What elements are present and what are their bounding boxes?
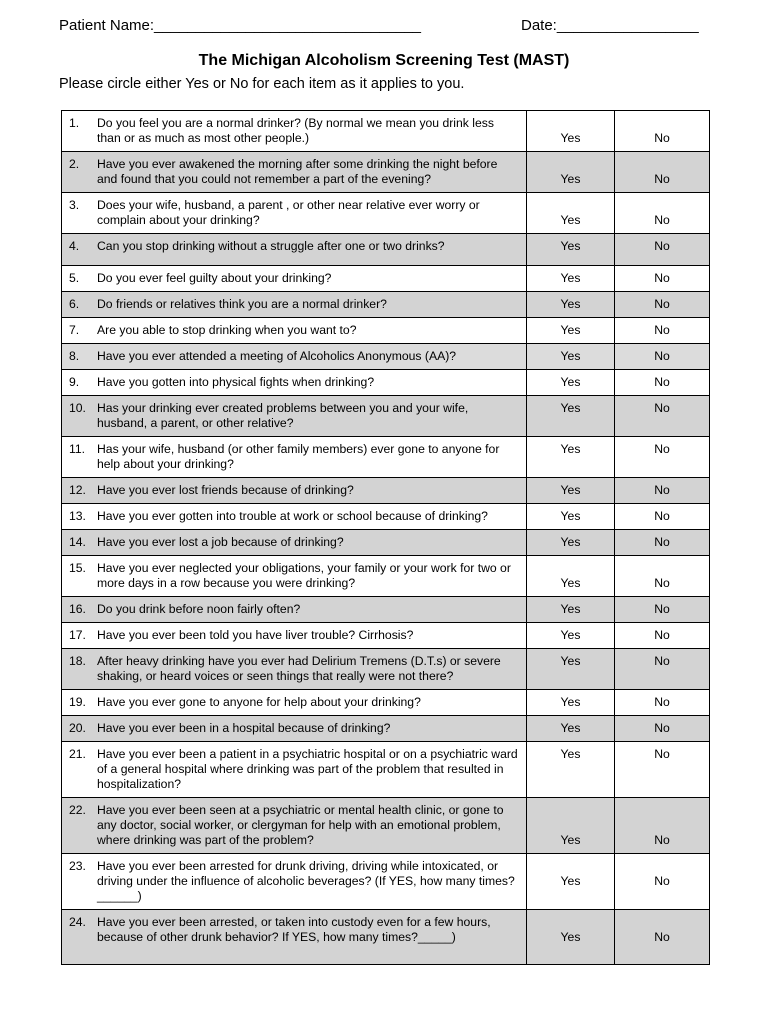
question-cell — [62, 530, 527, 556]
question-row — [62, 111, 710, 152]
no-option[interactable]: No — [654, 695, 670, 709]
question-text: Have you ever lost friends because of drinking? — [97, 483, 354, 497]
no-option[interactable]: No — [654, 833, 670, 847]
question-number: 12. — [69, 483, 86, 497]
question-text: Do friends or relatives think you are a normal drinker? — [97, 297, 387, 311]
question-text: Have you ever been seen at a psychiatric or mental health clinic, or gone to any doctor, social worker, or clergyman for help with an emotional problem, where drinking was part of the problem? — [97, 803, 504, 847]
question-text: Do you ever feel guilty about your drinking? — [97, 271, 332, 285]
question-row — [62, 690, 710, 716]
question-cell — [62, 742, 527, 798]
question-cell — [62, 292, 527, 318]
yes-option[interactable]: Yes — [560, 747, 581, 761]
no-option[interactable]: No — [654, 576, 670, 590]
question-cell — [62, 193, 527, 234]
mast-question-table — [61, 110, 710, 965]
no-option[interactable]: No — [654, 213, 670, 227]
no-option[interactable]: No — [654, 602, 670, 616]
question-text: Have you ever been a patient in a psychiatric hospital or on a psychiatric ward of a general hospital where drinking was part of the problem that resulted in hospitalization? — [97, 747, 518, 791]
yes-option-cell — [527, 437, 615, 478]
question-row — [62, 292, 710, 318]
no-option[interactable]: No — [654, 721, 670, 735]
yes-option[interactable]: Yes — [560, 375, 581, 389]
question-number: 7. — [69, 323, 80, 337]
question-text: Have you ever neglected your obligations, your family or your work for two or more days in a row because you were drinking? — [97, 561, 511, 590]
no-option-cell — [615, 742, 710, 798]
question-number: 23. — [69, 859, 86, 873]
no-option-cell — [615, 854, 710, 910]
instructions-text: Please circle either Yes or No for each item as it applies to you. — [59, 76, 465, 92]
yes-option-cell — [527, 504, 615, 530]
question-number: 11. — [69, 442, 86, 456]
yes-option[interactable]: Yes — [560, 271, 581, 285]
no-option[interactable]: No — [654, 442, 670, 456]
yes-option[interactable]: Yes — [560, 323, 581, 337]
no-option-cell — [615, 597, 710, 623]
question-cell — [62, 623, 527, 649]
yes-option[interactable]: Yes — [560, 401, 581, 415]
question-cell — [62, 437, 527, 478]
no-option[interactable]: No — [654, 297, 670, 311]
yes-option[interactable]: Yes — [560, 833, 581, 847]
question-number: 1. — [69, 116, 80, 130]
yes-option[interactable]: Yes — [560, 654, 581, 668]
question-row — [62, 152, 710, 193]
yes-option-cell — [527, 910, 615, 965]
question-row — [62, 530, 710, 556]
question-text: Have you gotten into physical fights when drinking? — [97, 375, 375, 389]
yes-option-cell — [527, 344, 615, 370]
no-option[interactable]: No — [654, 131, 670, 145]
question-row — [62, 504, 710, 530]
question-row — [62, 193, 710, 234]
question-row — [62, 437, 710, 478]
yes-option-cell — [527, 292, 615, 318]
no-option-cell — [615, 623, 710, 649]
no-option-cell — [615, 344, 710, 370]
question-text: Has your wife, husband (or other family members) ever gone to anyone for help about your drinking? — [97, 442, 500, 471]
no-option-cell — [615, 152, 710, 193]
yes-option[interactable]: Yes — [560, 721, 581, 735]
page-title: The Michigan Alcoholism Screening Test (MAST) — [198, 52, 570, 69]
yes-option[interactable]: Yes — [560, 239, 581, 253]
no-option[interactable]: No — [654, 375, 670, 389]
yes-option-cell — [527, 556, 615, 597]
yes-option-cell — [527, 798, 615, 854]
question-cell — [62, 597, 527, 623]
question-number: 4. — [69, 239, 80, 253]
no-option[interactable]: No — [654, 239, 670, 253]
question-text: Have you ever been arrested for drunk driving, driving while intoxicated, or driving under the influence of alcoholic beverages? (If YES, how many times? ______) — [97, 859, 515, 903]
no-option[interactable]: No — [654, 271, 670, 285]
yes-option-cell — [527, 478, 615, 504]
no-option-cell — [615, 690, 710, 716]
question-number: 17. — [69, 628, 86, 642]
yes-option[interactable]: Yes — [560, 213, 581, 227]
yes-option-cell — [527, 234, 615, 266]
question-cell — [62, 234, 527, 266]
question-row — [62, 344, 710, 370]
no-option-cell — [615, 370, 710, 396]
question-number: 13. — [69, 509, 86, 523]
yes-option[interactable]: Yes — [560, 131, 581, 145]
yes-option-cell — [527, 530, 615, 556]
yes-option-cell — [527, 396, 615, 437]
no-option-cell — [615, 437, 710, 478]
yes-option-cell — [527, 649, 615, 690]
yes-option[interactable]: Yes — [560, 929, 581, 944]
question-cell — [62, 504, 527, 530]
question-cell — [62, 370, 527, 396]
question-number: 5. — [69, 271, 80, 285]
question-number: 19. — [69, 695, 86, 709]
question-row — [62, 556, 710, 597]
yes-option-cell — [527, 690, 615, 716]
question-cell — [62, 556, 527, 597]
no-option[interactable]: No — [654, 349, 670, 363]
no-option-cell — [615, 649, 710, 690]
yes-option-cell — [527, 597, 615, 623]
question-row — [62, 234, 710, 266]
question-cell — [62, 344, 527, 370]
yes-option-cell — [527, 111, 615, 152]
no-option-cell — [615, 111, 710, 152]
question-text: Do you feel you are a normal drinker? (By normal we mean you drink less than or as much as most other people.) — [97, 116, 494, 145]
no-option[interactable]: No — [654, 323, 670, 337]
yes-option[interactable]: Yes — [560, 535, 581, 549]
question-cell — [62, 649, 527, 690]
no-option[interactable]: No — [654, 874, 670, 888]
no-option-cell — [615, 292, 710, 318]
question-row — [62, 318, 710, 344]
no-option[interactable]: No — [654, 535, 670, 549]
no-option-cell — [615, 266, 710, 292]
no-option-cell — [615, 478, 710, 504]
question-number: 3. — [69, 198, 80, 212]
yes-option-cell — [527, 742, 615, 798]
question-row — [62, 623, 710, 649]
question-text: Have you ever been arrested, or taken into custody even for a few hours, because of other drunk behavior? If YES, how many times?_____) — [97, 915, 491, 944]
question-text: After heavy drinking have you ever had Delirium Tremens (D.T.s) or severe shaking, or heard voices or seen things that really were not there? — [97, 654, 501, 683]
no-option[interactable]: No — [654, 654, 670, 668]
question-cell — [62, 854, 527, 910]
yes-option[interactable]: Yes — [560, 172, 581, 186]
question-row — [62, 798, 710, 854]
no-option[interactable]: No — [654, 401, 670, 415]
question-row — [62, 266, 710, 292]
question-number: 16. — [69, 602, 86, 616]
date-field[interactable]: Date:_________________ — [521, 17, 699, 34]
question-cell — [62, 910, 527, 965]
yes-option[interactable]: Yes — [560, 483, 581, 497]
question-number: 18. — [69, 654, 86, 668]
yes-option[interactable]: Yes — [560, 874, 581, 888]
no-option-cell — [615, 504, 710, 530]
question-text: Have you ever been told you have liver trouble? Cirrhosis? — [97, 628, 414, 642]
question-row — [62, 716, 710, 742]
question-row — [62, 742, 710, 798]
no-option-cell — [615, 798, 710, 854]
question-text: Have you ever awakened the morning after some drinking the night before and found that you could not remember a part of the evening? — [97, 157, 498, 186]
question-cell — [62, 798, 527, 854]
yes-option-cell — [527, 266, 615, 292]
yes-option[interactable]: Yes — [560, 509, 581, 523]
question-number: 20. — [69, 721, 86, 735]
yes-option-cell — [527, 193, 615, 234]
question-cell — [62, 152, 527, 193]
question-number: 22. — [69, 803, 86, 817]
no-option-cell — [615, 193, 710, 234]
question-text: Have you ever gotten into trouble at work or school because of drinking? — [97, 509, 488, 523]
yes-option[interactable]: Yes — [560, 628, 581, 642]
question-cell — [62, 266, 527, 292]
question-text: Have you ever lost a job because of drinking? — [97, 535, 344, 549]
no-option-cell — [615, 396, 710, 437]
yes-option[interactable]: Yes — [560, 297, 581, 311]
question-number: 2. — [69, 157, 80, 171]
question-row — [62, 854, 710, 910]
question-text: Have you ever attended a meeting of Alcoholics Anonymous (AA)? — [97, 349, 457, 363]
question-row — [62, 478, 710, 504]
no-option[interactable]: No — [654, 929, 670, 944]
yes-option[interactable]: Yes — [560, 442, 581, 456]
question-row — [62, 910, 710, 965]
yes-option-cell — [527, 152, 615, 193]
question-number: 10. — [69, 401, 86, 415]
no-option-cell — [615, 530, 710, 556]
no-option[interactable]: No — [654, 483, 670, 497]
question-row — [62, 396, 710, 437]
question-number: 6. — [69, 297, 80, 311]
yes-option-cell — [527, 854, 615, 910]
question-cell — [62, 690, 527, 716]
question-text: Have you ever gone to anyone for help about your drinking? — [97, 695, 421, 709]
yes-option[interactable]: Yes — [560, 576, 581, 590]
question-number: 9. — [69, 375, 80, 389]
yes-option-cell — [527, 716, 615, 742]
yes-option[interactable]: Yes — [560, 695, 581, 709]
question-text: Do you drink before noon fairly often? — [97, 602, 301, 616]
question-cell — [62, 716, 527, 742]
yes-option-cell — [527, 623, 615, 649]
question-cell — [62, 318, 527, 344]
question-number: 8. — [69, 349, 80, 363]
question-number: 14. — [69, 535, 86, 549]
yes-option-cell — [527, 370, 615, 396]
question-cell — [62, 478, 527, 504]
no-option-cell — [615, 910, 710, 965]
question-number: 15. — [69, 561, 86, 575]
question-row — [62, 649, 710, 690]
yes-option[interactable]: Yes — [560, 349, 581, 363]
yes-option[interactable]: Yes — [560, 602, 581, 616]
question-cell — [62, 396, 527, 437]
patient-name-field[interactable]: Patient Name:________________________________ — [59, 17, 421, 34]
question-number: 24. — [69, 915, 86, 929]
question-row — [62, 597, 710, 623]
yes-option-cell — [527, 318, 615, 344]
question-text: Have you ever been in a hospital because of drinking? — [97, 721, 391, 735]
question-number: 21. — [69, 747, 86, 761]
question-text: Has your drinking ever created problems between you and your wife, husband, a parent, or other relative? — [97, 401, 469, 430]
no-option-cell — [615, 716, 710, 742]
no-option-cell — [615, 318, 710, 344]
no-option[interactable]: No — [654, 172, 670, 186]
no-option[interactable]: No — [654, 747, 670, 761]
no-option[interactable]: No — [654, 628, 670, 642]
question-cell — [62, 111, 527, 152]
question-text: Can you stop drinking without a struggle after one or two drinks? — [97, 239, 445, 253]
no-option-cell — [615, 234, 710, 266]
question-row — [62, 370, 710, 396]
question-text: Does your wife, husband, a parent , or other near relative ever worry or complain about your drinking? — [97, 198, 480, 227]
question-text: Are you able to stop drinking when you want to? — [97, 323, 357, 337]
no-option-cell — [615, 556, 710, 597]
no-option[interactable]: No — [654, 509, 670, 523]
